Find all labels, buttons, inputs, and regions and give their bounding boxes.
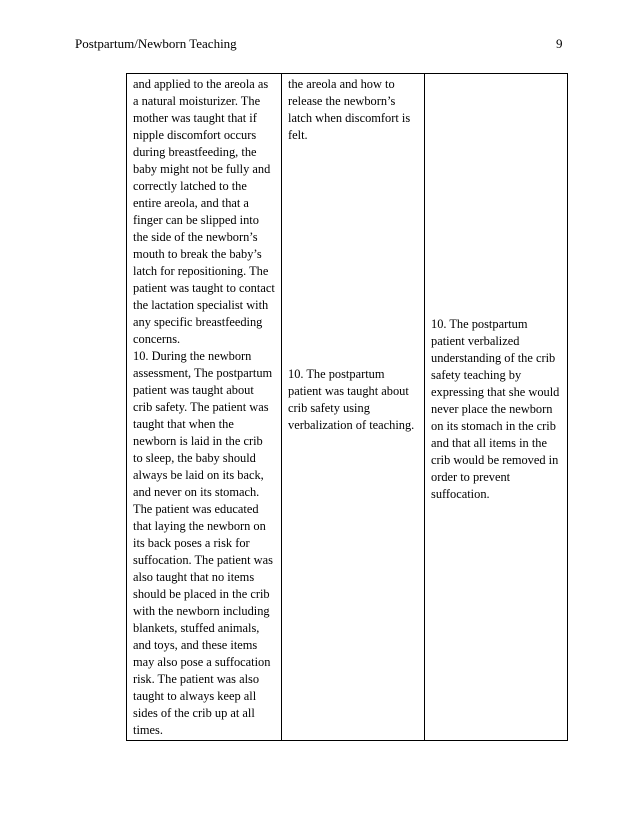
running-head: Postpartum/Newborn Teaching — [75, 36, 237, 51]
table-column-method — [282, 74, 425, 740]
page-number: 9 — [556, 36, 563, 51]
breastfeeding-teaching-continued: and applied to the areola as a natural moisturizer. The mother was taught that if nipple discomfort occurs during breastfeeding, the baby might not be fully and correctly latched to the entire areola, and that a finger can be slipped into the side of the newborn’s mouth to break the baby’s latch for repositioning. The patient was taught to contact the lactation specialist with any specific breastfeeding concerns. — [133, 77, 275, 346]
crib-safety-method: 10. The postpartum patient was taught about crib safety using verbalization of teaching. — [288, 367, 415, 432]
teaching-table — [126, 73, 568, 741]
breastfeeding-method-continued: the areola and how to release the newborn’s latch when discomfort is felt. — [288, 77, 411, 142]
crib-safety-evaluation: 10. The postpartum patient verbalized understanding of the crib safety teaching by expressing that she would never place the newborn on its stomach in the crib and that all items in the crib would be removed in order to prevent suffocation. — [431, 317, 560, 501]
table-column-evaluation — [425, 74, 567, 740]
crib-safety-teaching: 10. During the newborn assessment, The postpartum patient was taught about crib safety. The patient was taught that when the newborn is laid in the crib to sleep, the baby should always be laid on its back, and never on its stomach. The patient was educated that laying the newborn on its back poses a risk for suffocation. The patient was also taught that no items should be placed in the crib with the newborn including blankets, stuffed animals, and toys, and these items may also pose a suffocation risk. The patient was also taught to always keep all sides of the crib up at all times. — [133, 349, 273, 737]
table-column-intervention — [127, 74, 282, 740]
